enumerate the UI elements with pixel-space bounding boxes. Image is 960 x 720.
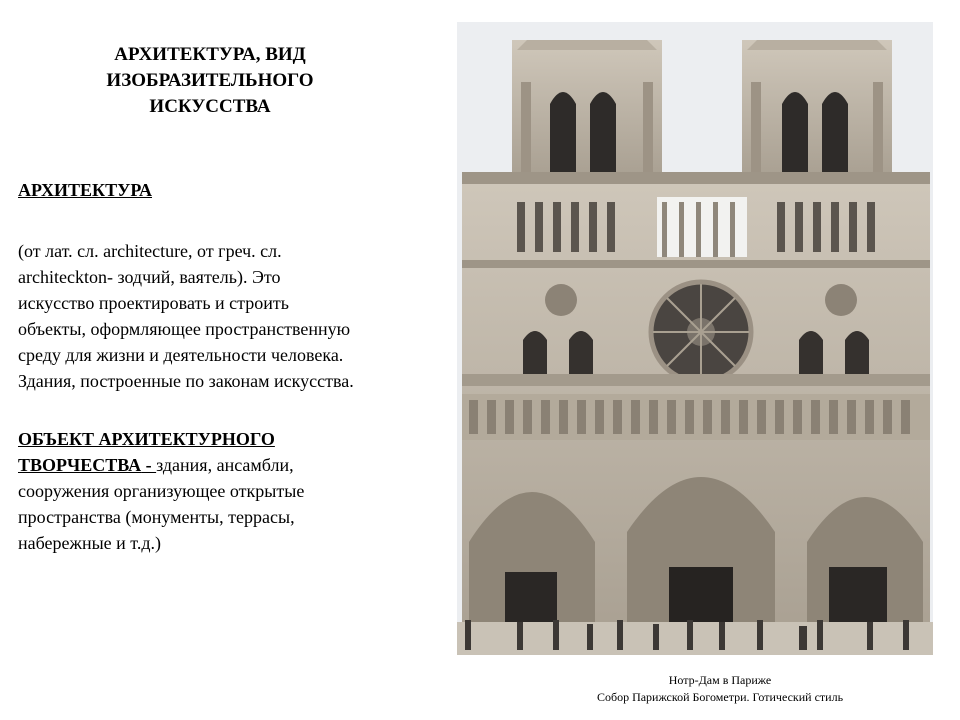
- object-line-rest: здания, ансамбли,: [156, 455, 294, 475]
- object-heading-line-2: ТВОРЧЕСТВА: [18, 455, 142, 475]
- definition-line: (от лат. сл. architecture, от греч. сл.: [18, 241, 282, 261]
- portals: [469, 477, 923, 622]
- object-heading-dash: -: [141, 455, 157, 475]
- definition-line: среду для жизни и деятельности человека.: [18, 345, 344, 365]
- caption-line-1: Нотр-Дам в Париже: [668, 673, 772, 687]
- left-tower: [512, 40, 662, 182]
- cathedral-illustration: [457, 22, 933, 655]
- architecture-heading: АРХИТЕКТУРА: [18, 180, 153, 200]
- photo-caption: [560, 672, 880, 706]
- object-line: сооружения организующее открытые: [18, 481, 305, 501]
- definition-line: объекты, оформляющее пространственную: [18, 319, 351, 339]
- architectural-object-paragraph: [18, 426, 438, 556]
- caption-line-2: Собор Парижской Богометри. Готический стиль: [596, 690, 844, 704]
- object-line: набережные и т.д.): [18, 533, 161, 553]
- title-line-3: ИСКУССТВА: [149, 96, 271, 117]
- notre-dame-photo: [457, 22, 933, 655]
- definition-line: architeckton- зодчий, ваятель). Это: [18, 267, 281, 287]
- definition-line: искусство проектировать и строить: [18, 293, 289, 313]
- title-line-1: АРХИТЕКТУРА, ВИД: [114, 44, 306, 65]
- definition-line: Здания, построенные по законам искусства.: [18, 371, 354, 391]
- title-line-2: ИЗОБРАЗИТЕЛЬНОГО: [106, 70, 314, 91]
- right-tower: [742, 40, 892, 182]
- architecture-definition: [18, 238, 438, 394]
- slide-title: [60, 42, 360, 120]
- object-line: пространства (монументы, террасы,: [18, 507, 295, 527]
- rose-window: [651, 282, 751, 382]
- object-heading-line-1: ОБЪЕКТ АРХИТЕКТУРНОГО: [18, 429, 275, 449]
